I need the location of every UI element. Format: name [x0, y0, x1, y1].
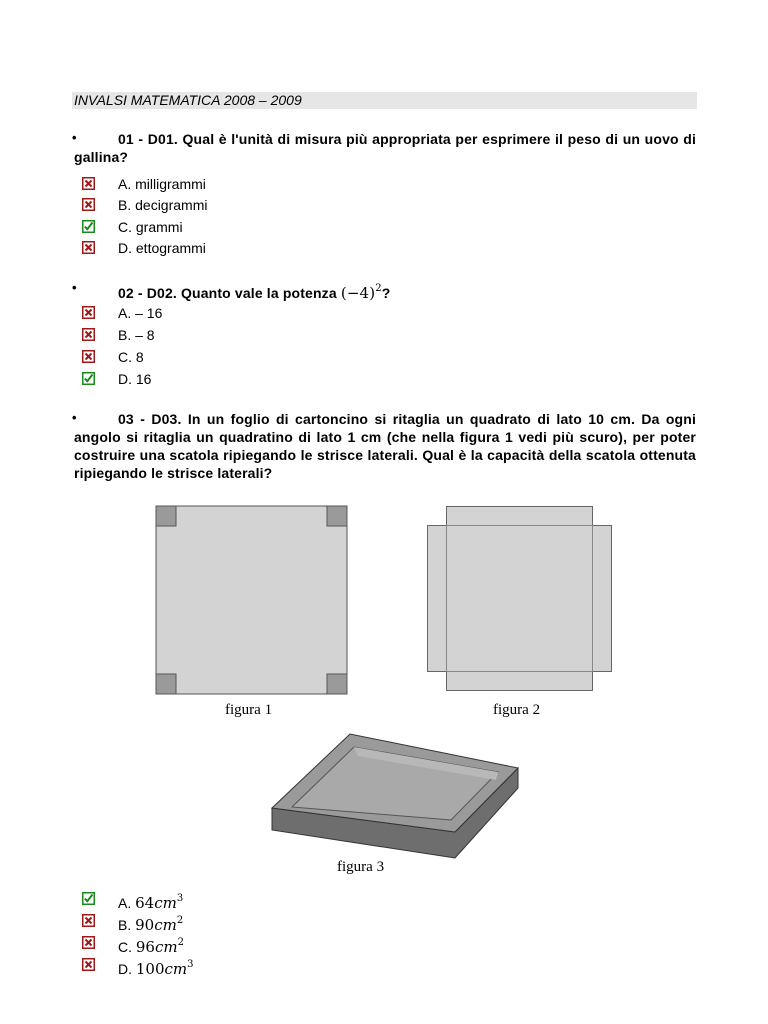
option-label: D. ettogrammi — [118, 240, 206, 256]
power-base: (−4) — [340, 284, 376, 302]
document-header: INVALSI MATEMATICA 2008 – 2009 — [72, 92, 697, 109]
option-exponent: 2 — [177, 937, 184, 948]
option-label: B. – 8 — [118, 327, 155, 343]
question-2 — [74, 280, 696, 302]
question-1 — [74, 130, 696, 166]
option-label: B. decigrammi — [118, 197, 208, 213]
option-letter: C. — [118, 939, 132, 955]
wrong-checkbox-icon — [82, 328, 95, 341]
sheet — [156, 506, 347, 694]
option-value: 100 — [135, 960, 165, 978]
corner-cut — [156, 506, 176, 526]
wrong-checkbox-icon — [82, 936, 95, 949]
correct-checkbox-icon — [82, 220, 95, 233]
option-exponent: 3 — [176, 893, 184, 904]
figure-2-cross-net — [426, 505, 614, 693]
figure-3-caption: figura 3 — [337, 859, 385, 875]
wrong-checkbox-icon — [82, 198, 95, 211]
question-suffix: ? — [381, 285, 391, 301]
net-outline — [428, 507, 612, 691]
option-letter: B. — [118, 917, 132, 933]
wrong-checkbox-icon — [82, 306, 95, 319]
question-text: In un foglio di cartoncino si ritaglia un quadrato di lato 10 cm. Da ogni angolo si ritaglia un quadratino di lato 1 cm (che nella figura 1 vedi più scuro), per poter costruire una scatola ripiegando le strisce laterali. Qual è la capacità della scatola ottenuta ripiegando le strisce laterali? — [74, 411, 696, 481]
option-label: C. grammi — [118, 219, 183, 235]
figure-1-caption: figura 1 — [225, 702, 273, 718]
figure-3-open-box — [270, 730, 522, 862]
wrong-checkbox-icon — [82, 350, 95, 363]
option-unit: cm — [154, 916, 177, 934]
question-number: 01 - D01. — [118, 131, 178, 147]
option-exponent: 3 — [187, 959, 194, 970]
correct-checkbox-icon — [82, 372, 95, 385]
wrong-checkbox-icon — [82, 958, 95, 971]
option-letter: D. — [118, 961, 132, 977]
option-label: D. 16 — [118, 371, 152, 387]
option-unit: cm — [154, 938, 178, 956]
correct-checkbox-icon — [82, 892, 95, 905]
option-value: 90 — [135, 916, 155, 934]
corner-cut — [327, 674, 347, 694]
figure-1-square-sheet — [155, 505, 348, 695]
question-number: 03 - D03. — [118, 411, 182, 427]
question-number: 02 - D02. — [118, 285, 177, 301]
bullet: • — [72, 130, 77, 145]
option-label: A. milligrammi — [118, 176, 206, 192]
bullet: • — [72, 280, 77, 295]
option-value: 64 — [135, 894, 155, 912]
bullet: • — [72, 410, 77, 425]
figure-2-caption: figura 2 — [493, 702, 541, 718]
option-exponent: 2 — [176, 915, 184, 926]
power-exponent: 2 — [375, 283, 382, 294]
option-value: 96 — [135, 938, 155, 956]
wrong-checkbox-icon — [82, 914, 95, 927]
wrong-checkbox-icon — [82, 241, 95, 254]
option-unit: cm — [154, 894, 177, 912]
corner-cut — [156, 674, 176, 694]
option-letter: A. — [118, 895, 132, 911]
option-label: C. 8 — [118, 349, 144, 365]
question-text: Quanto vale la potenza — [180, 285, 337, 301]
corner-cut — [327, 506, 347, 526]
question-3 — [74, 410, 696, 482]
wrong-checkbox-icon — [82, 177, 95, 190]
question-text: Qual è l'unità di misura più appropriata per esprimere il peso di un uovo di gallina? — [74, 131, 696, 165]
option-label: A. – 16 — [118, 305, 163, 321]
option-unit: cm — [164, 960, 188, 978]
